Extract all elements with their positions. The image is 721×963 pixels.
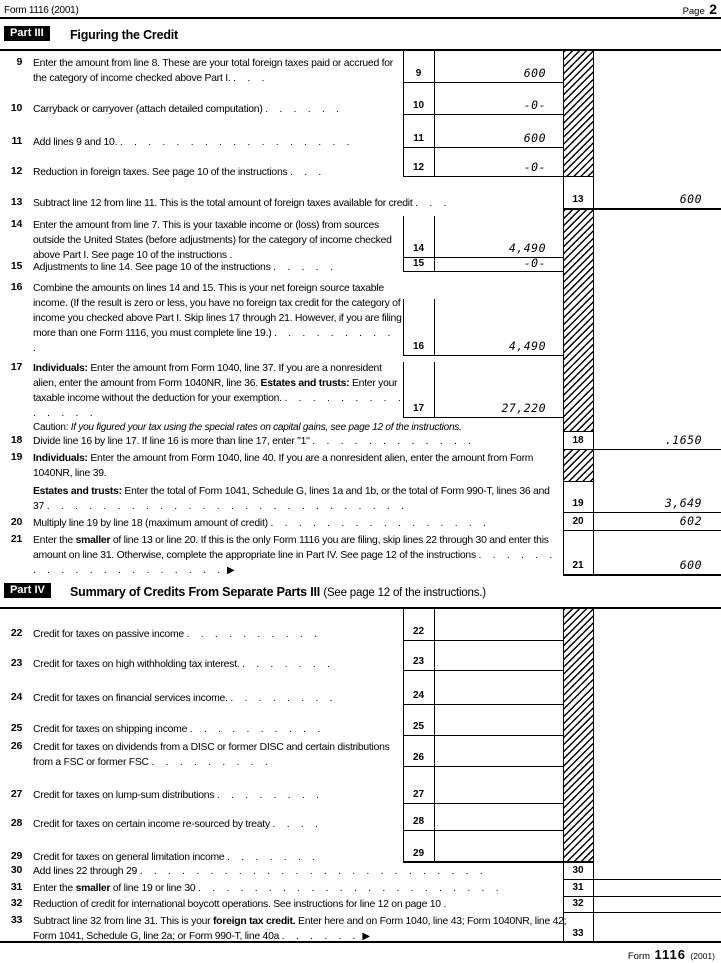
line-9-number: 9 <box>16 56 22 68</box>
hatched-area <box>564 609 593 861</box>
box-25-number: 25 <box>412 721 425 732</box>
form-id: Form 1116 (2001) <box>4 5 79 16</box>
right-arrow-icon: ▶ <box>227 565 235 576</box>
line-11-amount-field[interactable]: 600 <box>523 131 546 145</box>
line-30-label: Add lines 22 through 29 . . . . . . . . . . . . . . . . . . . . . . . . . <box>33 866 487 877</box>
line-26-amount-field[interactable] <box>436 750 546 765</box>
part-iii-title: Figuring the Credit <box>70 28 178 42</box>
line-20-label: Multiply line 19 by line 18 (maximum amount of credit) . . . . . . . . . . . . . . . . <box>33 518 491 529</box>
line-12-amount-field[interactable]: -0- <box>523 160 546 174</box>
line-27-number: 27 <box>10 788 22 800</box>
line-24-label: Credit for taxes on financial services income. . . . . . . . . <box>33 693 337 704</box>
line-9-label: Enter the amount from line 8. These are your total foreign taxes paid or accrued for the category of income checked above Part I. . . . <box>33 58 394 84</box>
line-18-amount-field[interactable]: .1650 <box>664 433 702 447</box>
line-15-number: 15 <box>10 260 22 272</box>
line-22-label: Credit for taxes on passive income . . . . . . . . . . <box>33 629 322 640</box>
line-22-number: 22 <box>10 627 22 639</box>
grid-line <box>403 670 563 671</box>
line-11-number: 11 <box>11 135 22 147</box>
line-21-label: Enter the smaller of line 13 or line 20. If this is the only Form 1116 you are filing, skip lines 22 through 30 and enter this amount on line 31. Otherwise, complete the appropriate line in Part IV. See page 12 of the instructions . . . . . . . . . . . . . . . . . . . . ▶ <box>33 535 557 576</box>
box-28-number: 28 <box>412 816 425 827</box>
line-19-label: Individuals: Enter the amount from Form 1040, line 40. If you are a nonresident alien, enter the amount from Form 1040NR, line 39. <box>33 453 534 479</box>
line-14-label: Enter the amount from line 7. This is your taxable income or (loss) from sources outside the United States (before adjustments) for the category of income checked above Part I. See page 10 of the instructions . <box>33 220 392 261</box>
line-24-number: 24 <box>10 691 22 703</box>
box-27-number: 27 <box>412 789 425 800</box>
line-28-label: Credit for taxes on certain income re-sourced by treaty . . . . <box>33 819 323 830</box>
line-19-estates-label: Estates and trusts: Enter the total of Form 1041, Schedule G, lines 1a and 1b, or the total of Form 990-T, lines 36 and 37 . . . . . . . . . . . . . . . . . . . . . . . . . . <box>33 486 550 512</box>
line-16-number: 16 <box>10 281 22 293</box>
line-18-number: 18 <box>10 434 22 446</box>
grid-line <box>434 216 435 272</box>
divider-line <box>0 17 721 19</box>
line-23-label: Credit for taxes on high withholding tax interest. . . . . . . . <box>33 659 335 670</box>
box-22-number: 22 <box>412 626 425 637</box>
box-10-number: 10 <box>412 100 425 111</box>
part-iv-subtitle: (See page 12 of the instructions.) <box>323 587 486 599</box>
box-33-number: 33 <box>572 928 584 939</box>
line-21-amount-field[interactable]: 600 <box>679 558 702 572</box>
line-15-amount-field[interactable]: -0- <box>523 256 546 270</box>
line-20-amount-field[interactable]: 602 <box>679 514 702 528</box>
grid-line <box>403 355 563 356</box>
grid-line <box>403 147 563 148</box>
line-11-label: Add lines 9 and 10. . . . . . . . . . . . . . . . . . <box>33 137 354 148</box>
line-32-number: 32 <box>10 897 22 909</box>
part-iv-tag: Part IV <box>4 583 51 598</box>
line-17-number: 17 <box>10 361 22 373</box>
line-14-number: 14 <box>10 218 22 230</box>
grid-line <box>403 640 563 641</box>
page-label: Page <box>682 6 705 17</box>
box-9-number: 9 <box>415 68 422 79</box>
line-19-number: 19 <box>10 451 22 463</box>
grid-line <box>403 271 563 272</box>
grid-line <box>434 299 435 356</box>
box-20-number: 20 <box>572 516 584 527</box>
box-17-number: 17 <box>412 403 425 414</box>
line-31-amount-field[interactable] <box>594 880 702 895</box>
line-16-amount-field[interactable]: 4,490 <box>508 339 546 353</box>
line-23-amount-field[interactable] <box>436 654 546 669</box>
line-29-number: 29 <box>10 850 22 862</box>
part-iv-title: Summary of Credits From Separate Parts III (See page 12 of the instructions.) <box>70 585 486 599</box>
line-32-label: Reduction of credit for international boycott operations. See instructions for line 12 on page 10 . <box>33 899 451 910</box>
line-25-number: 25 <box>10 722 22 734</box>
line-13-amount-field[interactable]: 600 <box>679 192 702 206</box>
box-13-number: 13 <box>572 194 584 205</box>
line-33-amount-field[interactable] <box>594 926 702 941</box>
footer-form-number: 1116 <box>654 947 686 962</box>
line-10-number: 10 <box>10 102 22 114</box>
box-31-number: 31 <box>572 882 584 893</box>
line-31-label: Enter the smaller of line 19 or line 30 . . . . . . . . . . . . . . . . . . . . . . <box>33 883 503 894</box>
line-19-amount-field[interactable]: 3,649 <box>664 496 702 510</box>
footer-year: (2001) <box>690 951 715 961</box>
line-26-label: Credit for taxes on dividends from a DISC or former DISC and certain distributions from a FSC or former FSC . . . . . . . . . <box>33 742 390 768</box>
line-17-amount-field[interactable]: 27,220 <box>501 401 546 415</box>
line-24-amount-field[interactable] <box>436 688 546 703</box>
line-10-label: Carryback or carryover (attach detailed computation) . . . . . . <box>33 104 344 115</box>
line-23-number: 23 <box>10 657 22 669</box>
box-29-number: 29 <box>412 848 425 859</box>
divider-line <box>0 607 721 609</box>
form-footer <box>420 946 715 963</box>
box-30-number: 30 <box>572 865 584 876</box>
grid-line <box>403 82 563 83</box>
grid-line <box>563 530 721 531</box>
footer-form-label: Form <box>627 951 651 962</box>
line-10-amount-field[interactable]: -0- <box>523 98 546 112</box>
line-27-amount-field[interactable] <box>436 787 546 802</box>
box-18-number: 18 <box>572 435 584 446</box>
line-30-number: 30 <box>10 864 22 876</box>
line-12-label: Reduction in foreign taxes. See page 10 of the instructions . . . <box>33 167 326 178</box>
line-32-amount-field[interactable] <box>594 896 702 911</box>
box-23-number: 23 <box>412 656 425 667</box>
line-12-number: 12 <box>10 165 22 177</box>
grid-line <box>403 176 593 177</box>
line-29-label: Credit for taxes on general limitation income . . . . . . . <box>33 852 320 863</box>
line-25-amount-field[interactable] <box>436 719 546 734</box>
grid-line <box>563 912 721 913</box>
grid-line <box>563 208 721 210</box>
grid-line <box>403 766 563 767</box>
grid-line <box>403 735 563 736</box>
line-28-number: 28 <box>10 817 22 829</box>
box-24-number: 24 <box>412 690 425 701</box>
line-22-amount-field[interactable] <box>436 624 546 639</box>
box-21-number: 21 <box>572 560 584 571</box>
line-21-number: 21 <box>10 533 22 545</box>
caution-note: Caution: If you figured your tax using the special rates on capital gains, see page 12 of the instructions. <box>33 422 462 433</box>
box-32-number: 32 <box>572 898 584 909</box>
page-number: 2 <box>709 1 717 17</box>
line-25-label: Credit for taxes on shipping income . . . . . . . . . . <box>33 724 325 735</box>
line-33-number: 33 <box>10 914 22 926</box>
grid-line <box>403 417 563 418</box>
line-18-label: Divide line 16 by line 17. If line 16 is more than line 17, enter "1" . . . . . . . . . . . . <box>33 436 476 447</box>
line-15-label: Adjustments to line 14. See page 10 of the instructions . . . . . <box>33 262 337 273</box>
grid-line <box>563 481 593 482</box>
box-26-number: 26 <box>412 752 425 763</box>
hatched-area <box>564 450 593 481</box>
grid-line <box>403 704 563 705</box>
box-16-number: 16 <box>412 341 425 352</box>
line-28-amount-field[interactable] <box>436 814 546 829</box>
divider-line <box>0 49 721 51</box>
box-14-number: 14 <box>412 243 425 254</box>
grid-line <box>563 574 721 576</box>
grid-line <box>434 362 435 418</box>
grid-line <box>563 449 721 450</box>
grid-line <box>403 114 563 115</box>
box-15-number: 15 <box>412 258 425 269</box>
box-11-number: 11 <box>413 133 424 144</box>
line-17-label: Individuals: Enter the amount from Form 1040, line 37. If you are a nonresident alien, enter the amount from Form 1040NR, line 36. Estates and trusts: Enter your taxable income without the deduction for your exemption. . . . . . . . . . . . . . . <box>33 363 405 419</box>
hatched-area <box>564 51 593 176</box>
line-29-amount-field[interactable] <box>436 846 546 861</box>
right-arrow-icon: ▶ <box>362 931 371 942</box>
hatched-area <box>564 210 593 431</box>
grid-line <box>403 830 563 831</box>
line-26-number: 26 <box>10 740 22 752</box>
line-13-label: Subtract line 12 from line 11. This is the total amount of foreign taxes available for credit . . . <box>33 198 451 209</box>
part-iii-tag: Part III <box>4 26 50 41</box>
line-13-number: 13 <box>10 196 22 208</box>
box-12-number: 12 <box>412 162 425 173</box>
line-33-label: Subtract line 32 from line 31. This is your foreign tax credit. Enter here and on Form 1040, line 43; Form 1040NR, line 42; Form 1041, Schedule G, line 2a; or Form 990-T, line 40a . . . . . . ▶ <box>33 916 567 942</box>
grid-line <box>563 512 721 513</box>
line-20-number: 20 <box>10 516 22 528</box>
line-30-amount-field[interactable] <box>594 863 702 878</box>
line-9-amount-field[interactable]: 600 <box>523 66 546 80</box>
line-27-label: Credit for taxes on lump-sum distributions . . . . . . . . <box>33 790 324 801</box>
line-16-label: Combine the amounts on lines 14 and 15. This is your net foreign source taxable income. (If the result is zero or less, you have no foreign tax credit for the category of income you checked above Part I. Skip lines 17 through 21. However, if you are filing more than one Form 1116, you must complete line 19.) . . . . . . . . . . <box>33 283 402 354</box>
line-31-number: 31 <box>10 881 22 893</box>
line-14-amount-field[interactable]: 4,490 <box>508 241 546 255</box>
box-19-number: 19 <box>572 498 584 509</box>
grid-line <box>403 803 563 804</box>
